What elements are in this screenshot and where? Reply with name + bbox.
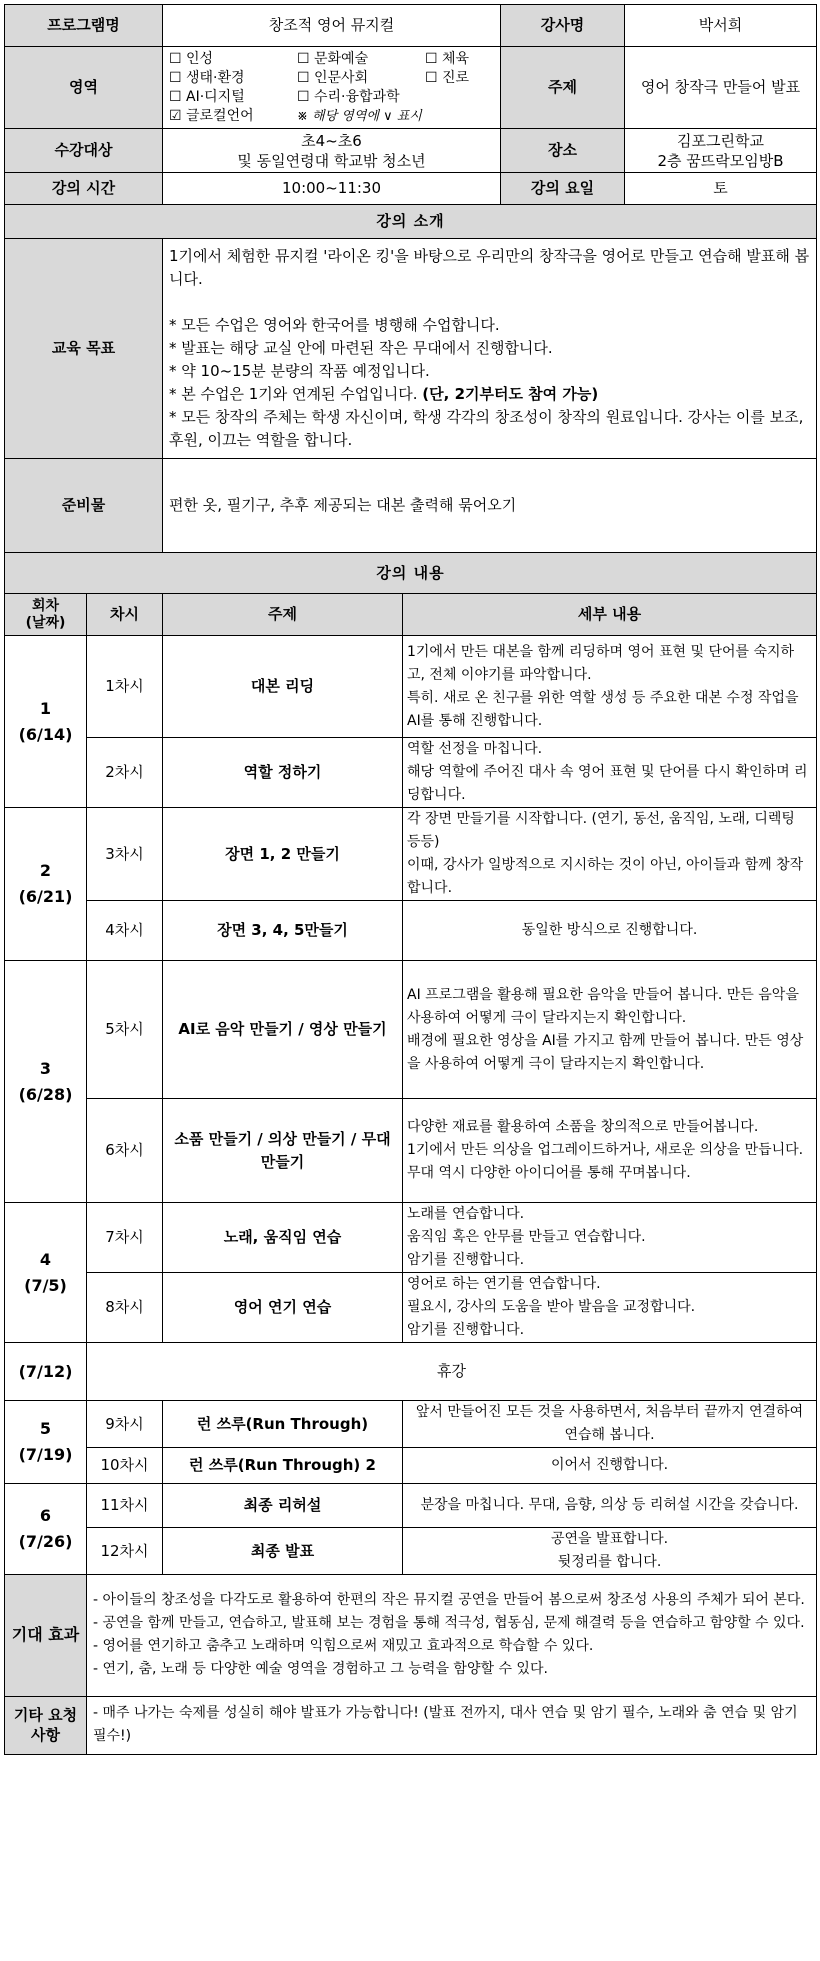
area-note: ※ 해당 영역에 ∨ 표시 [297, 108, 422, 124]
detail-line: 무대 역시 다양한 아이디어를 통해 꾸며봅니다. [407, 1165, 691, 1181]
session-cell: 9차시 [87, 1401, 163, 1448]
round-number: 4 [39, 1249, 52, 1269]
round-date: (7/26) [18, 1532, 73, 1551]
round-number: 2 [39, 861, 52, 880]
round-header-text: 회차 [31, 597, 60, 614]
topic-header: 주제 [163, 594, 403, 636]
detail-line: 다양한 재료를 활용하여 소품을 창의적으로 만들어봅니다. [407, 1119, 759, 1135]
schedule-row [5, 636, 817, 738]
detail-line: 배경에 필요한 영상을 AI를 가지고 함께 만들어 봅니다. 만든 영상을 사용하여 어떻게 극이 달라지는지 확인합니다. [407, 1032, 804, 1072]
topic-value: 영어 창작극 만들어 발표 [625, 47, 817, 129]
detail-line: 1기에서 만든 의상을 업그레이드하거나, 새로운 의상을 만듭니다. [407, 1142, 804, 1158]
goal-label: 교육 목표 [5, 238, 163, 458]
schedule-row [5, 901, 817, 961]
goal-blank [169, 291, 810, 314]
round-number: 6 [39, 1506, 52, 1525]
detail-cell [403, 1203, 817, 1273]
schedule-row [5, 961, 817, 1099]
program-info-table [4, 4, 817, 205]
session-cell: 7차시 [87, 1203, 163, 1273]
round-cell [5, 1401, 87, 1484]
detail-line: 1기에서 만든 대본을 함께 리딩하며 영어 표현 및 단어를 숙지하고, 전체 이야기를 파악합니다. [407, 643, 795, 683]
detail-line: 필요시, 강사의 도움을 받아 발음을 교정합니다. [407, 1299, 696, 1315]
instructor-label: 강사명 [501, 5, 625, 47]
round-cell [5, 961, 87, 1203]
topic-label: 주제 [501, 47, 625, 129]
schedule-row [5, 738, 817, 808]
schedule-row [5, 1448, 817, 1484]
place-line-1: 김포그린학교 [677, 131, 764, 150]
session-cell: 10차시 [87, 1448, 163, 1484]
session-cell: 5차시 [87, 961, 163, 1099]
detail-line: AI 프로그램을 활용해 필요한 음악을 만들어 봅니다. 만든 음악을 사용하여 어떻게 극이 달라지는지 확인합니다. [407, 986, 799, 1026]
session-cell: 4차시 [87, 901, 163, 961]
break-text: 휴강 [87, 1343, 817, 1401]
break-date: (7/12) [5, 1343, 87, 1401]
round-cell [5, 636, 87, 808]
session-cell: 6차시 [87, 1099, 163, 1203]
detail-line: 동일한 방식으로 진행합니다. [521, 922, 698, 938]
detail-line: 이어서 진행합니다. [550, 1457, 669, 1473]
rounds-body-2 [5, 1401, 817, 1575]
topic-cell: 영어 연기 연습 [163, 1273, 403, 1343]
time-label: 강의 시간 [5, 173, 163, 205]
target-value [163, 129, 501, 173]
area-option: ☐ 수리·융합과학 [297, 88, 400, 105]
area-option: ☐ 생태·환경 [169, 69, 245, 86]
round-date: (6/21) [18, 887, 73, 906]
effect-table [4, 1574, 817, 1755]
time-value: 10:00~11:30 [163, 173, 501, 205]
topic-cell: 장면 1, 2 만들기 [163, 808, 403, 901]
detail-cell [403, 1448, 817, 1484]
round-date: (7/5) [24, 1275, 67, 1295]
session-cell: 11차시 [87, 1484, 163, 1528]
detail-cell [403, 636, 817, 738]
detail-cell [403, 1099, 817, 1203]
goal-content [163, 238, 817, 458]
target-line-1: 초4~초6 [301, 131, 362, 150]
round-cell [5, 1484, 87, 1575]
detail-cell [403, 901, 817, 961]
day-value: 토 [625, 173, 817, 205]
detail-line: 영어로 하는 연기를 연습합니다. [407, 1276, 601, 1292]
intro-table [4, 204, 817, 595]
detail-line: 특히. 새로 온 친구를 위한 역할 생성 등 주요한 대본 수정 작업을 AI를 통해 진행합니다. [407, 689, 799, 729]
round-date: (7/19) [18, 1445, 73, 1464]
session-cell: 2차시 [87, 738, 163, 808]
place-label: 장소 [501, 129, 625, 173]
topic-cell: 역할 정하기 [163, 738, 403, 808]
goal-line: * 약 10~15분 분량의 작품 예정입니다. [169, 361, 430, 380]
schedule-row [5, 1099, 817, 1203]
topic-cell: 런 쓰루(Run Through) [163, 1401, 403, 1448]
topic-cell: 장면 3, 4, 5만들기 [163, 901, 403, 961]
topic-cell: AI로 음악 만들기 / 영상 만들기 [163, 961, 403, 1099]
session-cell: 12차시 [87, 1528, 163, 1575]
detail-header: 세부 내용 [403, 594, 817, 636]
round-number: 1 [39, 698, 52, 718]
schedule-row [5, 1273, 817, 1343]
area-option: ☐ AI·디지털 [169, 88, 245, 105]
topic-cell: 소품 만들기 / 의상 만들기 / 무대 만들기 [163, 1099, 403, 1203]
goal-line-linked [169, 383, 810, 406]
topic-cell: 런 쓰루(Run Through) 2 [163, 1448, 403, 1484]
area-label: 영역 [5, 47, 163, 129]
detail-line: 노래를 연습합니다. [407, 1206, 525, 1222]
schedule-row [5, 1401, 817, 1448]
effect-line: - 영어를 연기하고 춤추고 노래하며 익힘으로써 재밌고 효과적으로 학습할 수 있다. [93, 1638, 594, 1654]
round-header [5, 594, 87, 636]
place-line-2: 2층 꿈뜨락모임방B [657, 151, 784, 170]
program-name-label: 프로그램명 [5, 5, 163, 47]
content-section-title: 강의 내용 [5, 552, 817, 594]
effect-line: - 공연을 함께 만들고, 연습하고, 발표해 보는 경험을 통해 적극성, 협동심, 문제 해결력 등을 연습하고 함양할 수 있다. [93, 1615, 805, 1631]
session-cell: 1차시 [87, 636, 163, 738]
goal-linked-text: * 본 수업은 1기와 연계된 수업입니다. [169, 384, 423, 403]
schedule-row [5, 1203, 817, 1273]
area-option: ☐ 인문사회 [297, 69, 369, 86]
goal-linked-bold: (단, 2기부터도 참여 가능) [422, 384, 599, 403]
session-cell: 8차시 [87, 1273, 163, 1343]
area-option: ☐ 체육 [425, 50, 470, 67]
detail-line: 역할 선정을 마칩니다. [407, 741, 543, 757]
effect-label: 기대 효과 [5, 1574, 87, 1696]
round-date: (6/14) [18, 724, 73, 744]
topic-cell: 노래, 움직임 연습 [163, 1203, 403, 1273]
other-value: - 매주 나가는 숙제를 성실히 해야 발표가 가능합니다! (발표 전까지, 대사 연습 및 암기 필수, 노래와 춤 연습 및 암기 필수!) [87, 1696, 817, 1754]
detail-line: 암기를 진행합니다. [407, 1322, 525, 1338]
rounds-body [5, 636, 817, 1343]
area-option: ☐ 진로 [425, 69, 470, 86]
topic-cell: 최종 발표 [163, 1528, 403, 1575]
goal-line: * 모든 창작의 주체는 학생 자신이며, 학생 각각의 창조성이 창작의 원료입니다. 강사는 이를 보조, 후원, 이끄는 역할을 합니다. [169, 407, 804, 449]
detail-line: 각 장면 만들기를 시작합니다. (연기, 동선, 움직임, 노래, 디렉팅 등등) [407, 811, 795, 850]
prep-value: 편한 옷, 필기구, 추후 제공되는 대본 출력해 묶어오기 [163, 458, 817, 552]
topic-cell: 대본 리딩 [163, 636, 403, 738]
round-number: 3 [39, 1058, 52, 1078]
round-number: 5 [39, 1419, 52, 1438]
schedule-row [5, 808, 817, 901]
detail-line: 이때, 강사가 일방적으로 지시하는 것이 아닌, 아이들과 함께 창작합니다. [407, 857, 804, 896]
goal-line: 1기에서 체험한 뮤지컬 '라이온 킹'을 바탕으로 우리만의 창작극을 영어로 만들고 연습해 발표해 봅니다. [169, 246, 810, 288]
detail-line: 공연을 발표합니다. [550, 1531, 669, 1547]
session-header: 차시 [87, 594, 163, 636]
detail-line: 암기를 진행합니다. [407, 1252, 525, 1268]
topic-cell: 최종 리허설 [163, 1484, 403, 1528]
session-cell: 3차시 [87, 808, 163, 901]
goal-line: * 모든 수업은 영어와 한국어를 병행해 수업합니다. [169, 315, 500, 334]
effect-line: - 연기, 춤, 노래 등 다양한 예술 영역을 경험하고 그 능력을 함양할 수 있다. [93, 1661, 548, 1677]
detail-cell [403, 738, 817, 808]
detail-line: 앞서 만들어진 모든 것을 사용하면서, 처음부터 끝까지 연결하여 연습해 봅니다. [415, 1404, 804, 1443]
detail-cell [403, 1484, 817, 1528]
round-cell [5, 1203, 87, 1343]
detail-cell [403, 961, 817, 1099]
instructor-value: 박서희 [625, 5, 817, 47]
schedule-table [4, 593, 817, 1575]
detail-cell [403, 1401, 817, 1448]
round-cell [5, 808, 87, 961]
detail-line: 해당 역할에 주어진 대사 속 영어 표현 및 단어를 다시 확인하며 리딩합니다. [407, 764, 808, 803]
intro-section-title: 강의 소개 [5, 204, 817, 238]
program-name-value: 창조적 영어 뮤지컬 [163, 5, 501, 47]
schedule-row [5, 1484, 817, 1528]
goal-line: * 발표는 해당 교실 안에 마련된 작은 무대에서 진행합니다. [169, 338, 553, 357]
detail-line: 움직임 혹은 안무를 만들고 연습합니다. [407, 1229, 646, 1245]
round-date: (6/28) [18, 1084, 73, 1104]
area-option: ☐ 문화예술 [297, 50, 369, 67]
detail-line: 뒷정리를 합니다. [557, 1554, 662, 1570]
area-option: ☐ 인성 [169, 50, 214, 67]
target-label: 수강대상 [5, 129, 163, 173]
round-header-sub: (날짜) [25, 614, 66, 631]
detail-cell [403, 808, 817, 901]
other-label: 기타 요청 사항 [5, 1696, 87, 1754]
area-option-checked: ☑ 글로컬언어 [169, 107, 254, 124]
detail-cell [403, 1528, 817, 1575]
target-line-2: 및 동일연령대 학교밖 청소년 [237, 151, 426, 170]
effect-content [87, 1574, 817, 1696]
detail-cell [403, 1273, 817, 1343]
detail-line: 분장을 마칩니다. 무대, 음향, 의상 등 리허설 시간을 갖습니다. [420, 1497, 799, 1513]
day-label: 강의 요일 [501, 173, 625, 205]
prep-label: 준비물 [5, 458, 163, 552]
schedule-row [5, 1528, 817, 1575]
area-checkboxes [163, 47, 501, 129]
effect-line: - 아이들의 창조성을 다각도로 활용하여 한편의 작은 뮤지컬 공연을 만들어 봄으로써 창조성 사용의 주체가 되어 본다. [93, 1592, 805, 1608]
place-value [625, 129, 817, 173]
